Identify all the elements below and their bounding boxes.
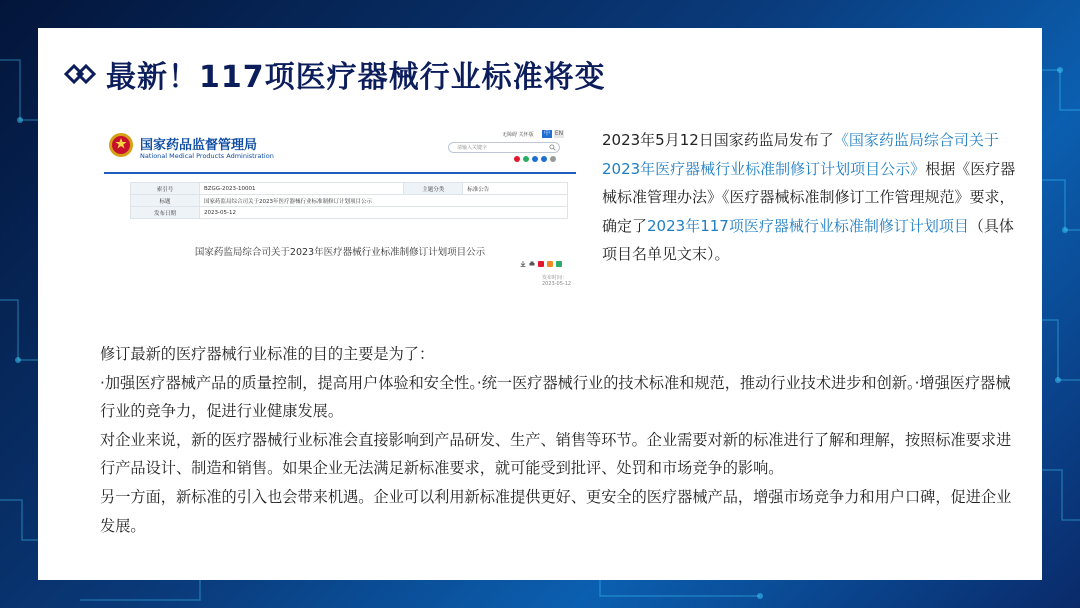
page-title: 最新！117项医疗器械行业标准将变 <box>106 60 606 95</box>
meta-value: BZGG-2023-10001 <box>200 183 404 195</box>
content-card <box>38 28 1042 580</box>
qzone-share-icon[interactable] <box>547 261 553 267</box>
intro-paragraph <box>602 126 1026 269</box>
double-diamond-icon <box>62 59 98 89</box>
accessibility-links[interactable]: 无障碍 关怀版 <box>502 132 534 138</box>
intro-text: 根据《医疗器械标准管理办法》《医疗器械标准制修订工作管理规范》要求，确定了 <box>602 159 1016 235</box>
lang-en-button[interactable]: EN <box>554 130 564 137</box>
body-paragraph: 修订最新的医疗器械行业标准的目的主要是为了： <box>100 345 435 363</box>
table-row <box>131 183 568 195</box>
lang-zh-button[interactable]: 中 <box>543 130 550 137</box>
title-row <box>62 52 606 96</box>
download-icon[interactable] <box>520 261 526 267</box>
publish-date: 发布时间：2023-05-12 <box>542 275 572 287</box>
search-placeholder: 请输入关键字 <box>457 145 488 151</box>
meta-label: 索引号 <box>131 183 200 195</box>
wechat-icon[interactable] <box>523 156 529 162</box>
table-row <box>131 195 568 207</box>
body-paragraph: 对企业来说，新的医疗器械行业标准会直接影响到产品研发、生产、销售等环节。企业需要对新的标准进行了解和理解，按照标准要求进行产品设计、制造和销售。如果企业无法满足新标准要求，就可能受到批评、处罚和市场竞争的影响。 <box>100 430 1012 478</box>
notice-link[interactable]: 《国家药监局综合司关于2023年医疗器械行业标准制修订计划项目公示》 <box>602 131 999 178</box>
document-meta-table <box>130 182 568 219</box>
meta-value: 标准公告 <box>463 183 568 195</box>
meta-label: 主题分类 <box>404 183 463 195</box>
meta-value: 2023-05-12 <box>200 207 568 219</box>
project-list-link[interactable]: 2023年117项医疗器械行业标准制修订计划项目 <box>647 216 969 235</box>
share-tools <box>520 261 562 267</box>
org-name: 国家药品监督管理局 <box>140 138 258 153</box>
header-rule <box>104 172 576 174</box>
meta-value: 国家药监局综合司关于2023年医疗器械行业标准制修订计划项目公示 <box>200 195 568 207</box>
document-title: 国家药监局综合司关于2023年医疗器械行业标准制修订计划项目公示 <box>194 247 486 258</box>
mobile-icon[interactable] <box>532 156 538 162</box>
body-paragraph: ·加强医疗器械产品的质量控制，提高用户体验和安全性。·统一医疗器械行业的技术标准和规范，推动行业技术进步和创新。·增强医疗器械行业的竞争力，促进行业健康发展。 <box>100 373 1011 421</box>
weibo-icon[interactable] <box>514 156 520 162</box>
body-paragraph: 另一方面，新标准的引入也会带来机遇。企业可以利用新标准提供更好、更安全的医疗器械产品，增强市场竞争力和用户口碑，促进企业发展。 <box>100 487 1012 535</box>
meta-label: 标题 <box>131 195 200 207</box>
national-emblem-icon <box>108 132 134 158</box>
weibo-share-icon[interactable] <box>538 261 544 267</box>
intro-text: （具体项目名单见文末）。 <box>602 216 1014 263</box>
search-input[interactable] <box>448 142 560 153</box>
social-icons <box>514 156 556 162</box>
search-icon[interactable] <box>549 144 556 151</box>
mail-icon[interactable] <box>541 156 547 162</box>
body-text <box>100 340 1016 540</box>
print-icon[interactable] <box>529 261 535 267</box>
website-screenshot <box>102 126 578 288</box>
user-icon[interactable] <box>550 156 556 162</box>
table-row <box>131 207 568 219</box>
intro-text: 2023年5月12日国家药监局发布了 <box>602 131 834 149</box>
meta-label: 发布日期 <box>131 207 200 219</box>
org-name-en: National Medical Products Administration <box>140 152 274 160</box>
wechat-share-icon[interactable] <box>556 261 562 267</box>
